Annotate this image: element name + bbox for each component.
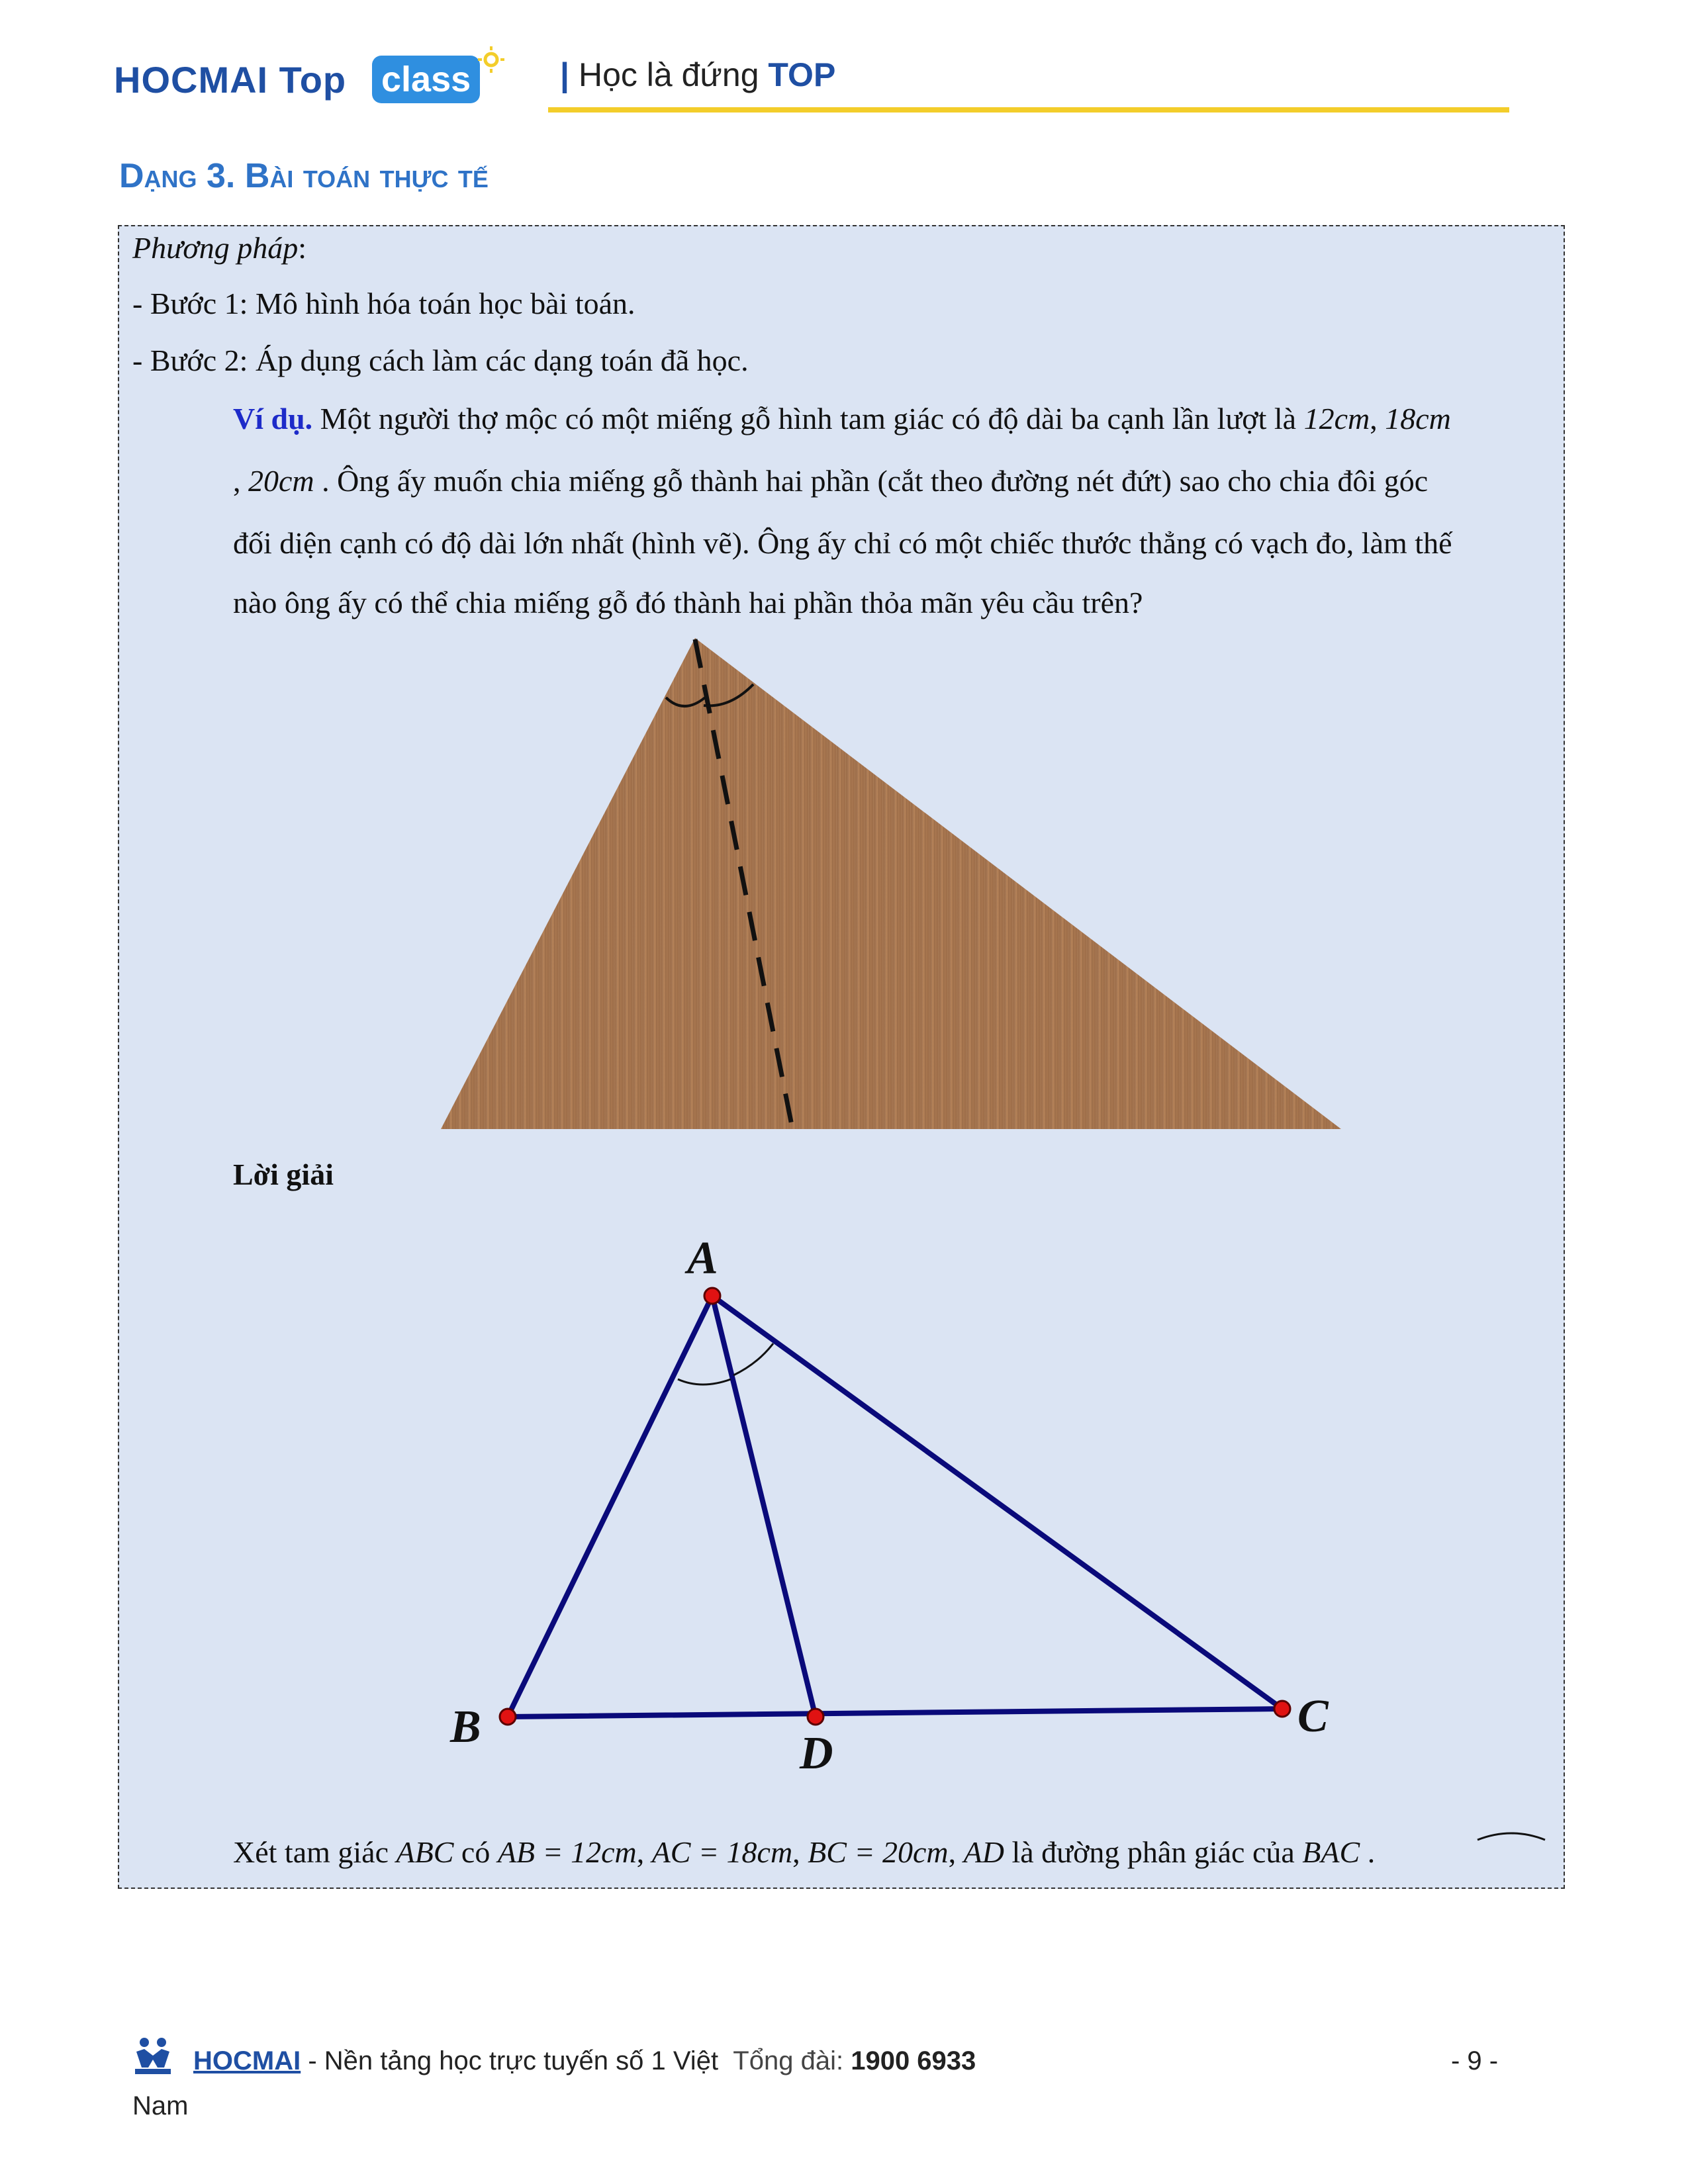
label-c: C [1297, 1691, 1329, 1742]
angle-hat [1475, 1827, 1548, 1843]
slogan-prefix: Học là đứng [579, 56, 759, 93]
footer-text [193, 2046, 976, 2076]
logo-name: HOCMAI Top [114, 59, 347, 101]
hotline-number: 1900 6933 [851, 2046, 976, 2075]
angle-arc-bad [678, 1379, 731, 1385]
method-step-1: - Bước 1: Mô hình hóa toán học bài toán. [132, 287, 635, 320]
sep-3: , [948, 1835, 957, 1869]
example-text-2: . Ông ấy muốn chia miếng gỗ thành hai phần (cắt theo đường nét đứt) sao cho chia đôi góc [322, 464, 1429, 498]
label-b: B [450, 1702, 481, 1752]
statement-end: . [1367, 1835, 1376, 1869]
side-1: 12cm [1303, 402, 1370, 435]
side-ab [508, 1296, 712, 1717]
segment-ad: AD [963, 1835, 1004, 1869]
header-divider [548, 107, 1509, 113]
length-ab: AB = 12cm [497, 1835, 637, 1869]
section-title: Dạng 3. Bài toán thực tế [119, 157, 489, 195]
angle-bac: BAC [1302, 1835, 1360, 1869]
triangle-abc-figure [291, 986, 1417, 1807]
hocmai-logo [114, 45, 518, 118]
statement-prefix: Xét tam giác [233, 1835, 389, 1869]
hotline-label: Tổng đài: [733, 2046, 844, 2075]
page-number: - 9 - [1451, 2046, 1499, 2075]
label-a: A [687, 1233, 718, 1284]
slogan [560, 56, 835, 94]
solution-label: Lời giải [233, 1158, 334, 1191]
method-label: Phương pháp [132, 231, 299, 265]
method-heading [132, 230, 306, 265]
side-2: 18cm [1385, 402, 1451, 435]
footer-continuation: Nam [132, 2091, 189, 2120]
triangle-name: ABC [396, 1835, 454, 1869]
point-a [704, 1288, 720, 1304]
logo-badge: class [372, 56, 480, 103]
point-d [808, 1709, 823, 1725]
line2-comma: , [233, 464, 241, 498]
side-bc [508, 1709, 1282, 1717]
length-ac: AC = 18cm [651, 1835, 793, 1869]
example-line-3: đối diện cạnh có độ dài lớn nhất (hình vẽ). Ông ấy chỉ có một chiếc thước thẳng có vạch đo, làm thế [233, 526, 1452, 560]
slogan-bar: | [560, 56, 569, 93]
method-colon: : [298, 231, 307, 265]
example-label: Ví dụ. [233, 402, 313, 435]
example-line-4: nào ông ấy có thể chia miếng gỗ đó thành hai phần thỏa mãn yêu cầu trên? [233, 586, 1143, 619]
label-d: D [800, 1728, 833, 1779]
footer-tagline: - Nền tảng học trực tuyến số 1 Việt [308, 2046, 719, 2075]
sep-1: , [636, 1835, 645, 1869]
side-3: 20cm [248, 464, 314, 498]
point-b [500, 1709, 516, 1725]
statement-mid: là đường phân giác của [1011, 1835, 1295, 1869]
statement-co: có [461, 1835, 491, 1869]
length-bc: BC = 20cm [808, 1835, 949, 1869]
sep-2: , [792, 1835, 800, 1869]
solution-statement [233, 1835, 1375, 1870]
point-c [1274, 1701, 1290, 1717]
angle-arc-dac [733, 1343, 773, 1375]
comma-1: , [1370, 402, 1378, 435]
example-text-1: Một người thợ mộc có một miếng gỗ hình tam giác có độ dài ba cạnh lần lượt là [320, 402, 1297, 435]
sun-icon [477, 45, 506, 74]
slogan-highlight: TOP [768, 56, 836, 93]
method-step-2: - Bước 2: Áp dụng cách làm các dạng toán đã học. [132, 343, 749, 377]
footer-brand-link[interactable]: HOCMAI [193, 2046, 301, 2075]
hocmai-footer-icon [131, 2036, 175, 2075]
